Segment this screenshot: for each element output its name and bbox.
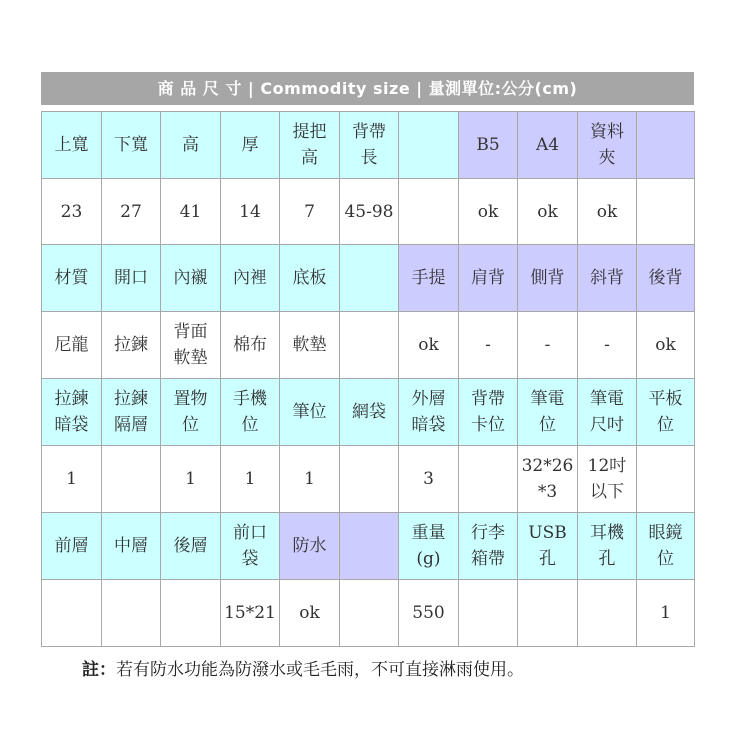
table-cell: -	[578, 312, 637, 379]
table-cell	[459, 446, 518, 513]
table-row	[42, 112, 695, 179]
table-cell: B5	[459, 112, 518, 179]
table-cell: 置物 位	[161, 379, 221, 446]
table-cell	[340, 245, 399, 312]
table-cell: 27	[102, 179, 161, 245]
table-cell: ok	[518, 179, 578, 245]
table-cell: 尼龍	[42, 312, 102, 379]
table-cell: 筆位	[280, 379, 340, 446]
table-cell: 14	[221, 179, 280, 245]
table-cell: 7	[280, 179, 340, 245]
table-cell: 前口 袋	[221, 513, 280, 580]
table-cell: 行李 箱帶	[459, 513, 518, 580]
table-cell	[637, 179, 695, 245]
table-cell: 手提	[399, 245, 459, 312]
table-cell	[102, 446, 161, 513]
table-cell: 41	[161, 179, 221, 245]
table-cell: 眼鏡 位	[637, 513, 695, 580]
table-cell: -	[518, 312, 578, 379]
table-cell: USB 孔	[518, 513, 578, 580]
table-cell: 後背	[637, 245, 695, 312]
table-cell: ok	[578, 179, 637, 245]
table-cell: 筆電 位	[518, 379, 578, 446]
table-cell: ok	[280, 580, 340, 647]
table-cell	[637, 112, 695, 179]
table-cell: 3	[399, 446, 459, 513]
table-cell: 平板 位	[637, 379, 695, 446]
table-cell: 耳機 孔	[578, 513, 637, 580]
table-cell: 內裡	[221, 245, 280, 312]
footnote-text: 若有防水功能為防潑水或毛毛雨，不可直接淋雨使用。	[116, 660, 524, 680]
table-row	[42, 312, 695, 379]
table-cell	[161, 580, 221, 647]
table-cell: 提把 高	[280, 112, 340, 179]
table-row	[42, 245, 695, 312]
table-cell: 背帶 卡位	[459, 379, 518, 446]
table-cell	[399, 112, 459, 179]
table-cell: 拉鍊 隔層	[102, 379, 161, 446]
table-cell: 23	[42, 179, 102, 245]
table-row	[42, 580, 695, 647]
table-row	[42, 179, 695, 245]
table-cell: 550	[399, 580, 459, 647]
footnote-mark: 註：	[82, 660, 116, 680]
table-cell: 材質	[42, 245, 102, 312]
table-cell: 1	[280, 446, 340, 513]
table-cell: 拉鍊	[102, 312, 161, 379]
table-cell	[459, 580, 518, 647]
table-cell: 側背	[518, 245, 578, 312]
table-cell: 背帶 長	[340, 112, 399, 179]
table-cell: 外層 暗袋	[399, 379, 459, 446]
table-cell: 1	[637, 580, 695, 647]
table-cell: 底板	[280, 245, 340, 312]
table-cell: 軟墊	[280, 312, 340, 379]
table-cell: 1	[221, 446, 280, 513]
table-cell: 開口	[102, 245, 161, 312]
table-cell: 後層	[161, 513, 221, 580]
table-cell: 15*21	[221, 580, 280, 647]
table-cell: 12吋 以下	[578, 446, 637, 513]
table-cell: 45-98	[340, 179, 399, 245]
table-cell: 32*26 *3	[518, 446, 578, 513]
table-cell	[340, 513, 399, 580]
table-cell: ok	[399, 312, 459, 379]
table-cell: 重量 (g)	[399, 513, 459, 580]
table-cell: 高	[161, 112, 221, 179]
size-spec-table	[41, 111, 695, 647]
table-row	[42, 446, 695, 513]
table-cell: 拉鍊 暗袋	[42, 379, 102, 446]
table-cell: 內襯	[161, 245, 221, 312]
table-cell	[518, 580, 578, 647]
table-cell: 斜背	[578, 245, 637, 312]
table-cell: 網袋	[340, 379, 399, 446]
table-cell: ok	[637, 312, 695, 379]
table-cell: 厚	[221, 112, 280, 179]
footnote	[82, 657, 524, 683]
table-cell: 棉布	[221, 312, 280, 379]
table-cell	[578, 580, 637, 647]
table-cell: ok	[459, 179, 518, 245]
table-cell: 肩背	[459, 245, 518, 312]
table-cell	[42, 580, 102, 647]
table-cell	[340, 446, 399, 513]
table-cell	[399, 179, 459, 245]
table-cell: A4	[518, 112, 578, 179]
table-row	[42, 513, 695, 580]
table-cell: 下寬	[102, 112, 161, 179]
table-cell: 前層	[42, 513, 102, 580]
table-cell	[102, 580, 161, 647]
table-cell: 資料 夾	[578, 112, 637, 179]
table-cell: -	[459, 312, 518, 379]
header-title: 商 品 尺 寸 | Commodity size | 量測單位:公分(cm)	[157, 79, 578, 98]
table-cell	[340, 580, 399, 647]
table-cell: 背面 軟墊	[161, 312, 221, 379]
table-cell: 筆電 尺吋	[578, 379, 637, 446]
table-cell	[637, 446, 695, 513]
table-cell: 手機 位	[221, 379, 280, 446]
table-cell	[340, 312, 399, 379]
table-row	[42, 379, 695, 446]
table-cell: 防水	[280, 513, 340, 580]
table-cell: 1	[161, 446, 221, 513]
table-cell: 上寬	[42, 112, 102, 179]
table-cell: 中層	[102, 513, 161, 580]
table-cell: 1	[42, 446, 102, 513]
size-table-header	[41, 72, 694, 105]
